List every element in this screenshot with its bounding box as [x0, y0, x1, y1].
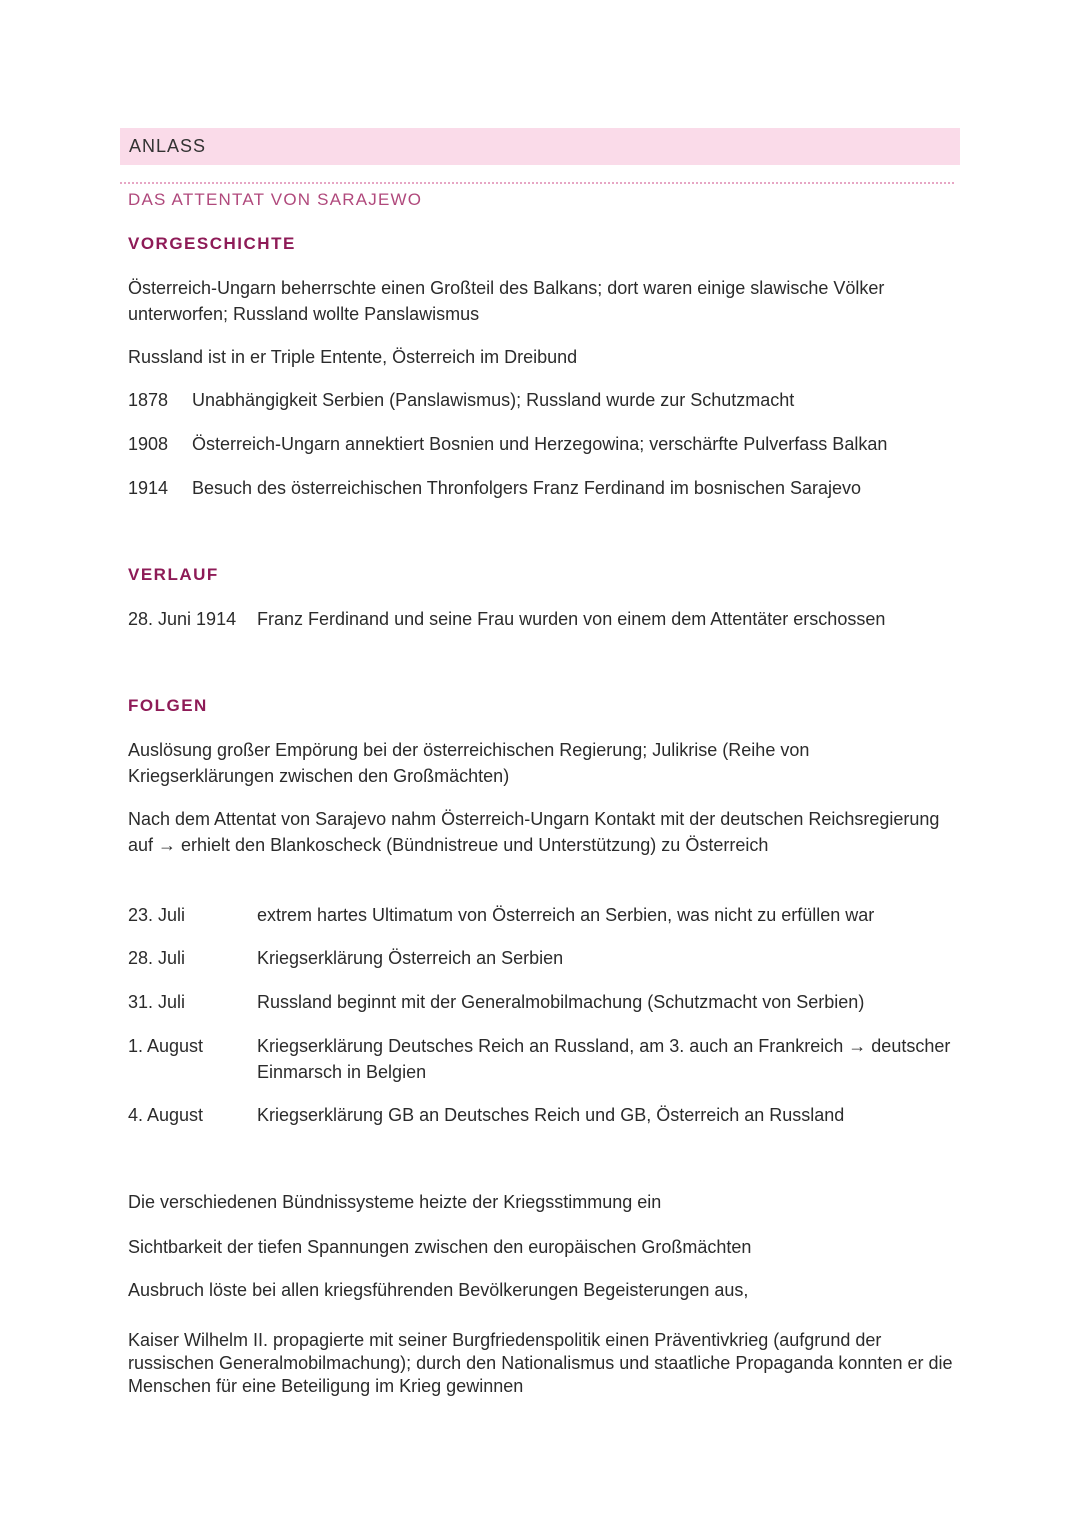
timeline-date: 1. August [128, 1036, 204, 1056]
timeline-text: Österreich-Ungarn annektiert Bosnien und Herzegowina; verschärfte Pulverfass Balkan [192, 434, 888, 454]
timeline-text: Kriegserklärung Deutsches Reich an Russland, am 3. auch an Frankreich → deutscher Einmarsch in Belgien [257, 1036, 951, 1082]
paragraph: Kaiser Wilhelm II. propagierte mit seiner Burgfriedenspolitik einen Präventivkrieg (aufgrund der russischen Generalmobilmachung); durch den Nationalismus und staatliche Propaganda konnten er die Menschen für eine Beteiligung im Krieg gewinnen [128, 1330, 953, 1396]
paragraph: Ausbruch löste bei allen kriegsführenden Bevölkerungen Begeisterungen aus, [128, 1280, 749, 1300]
timeline-year: 1878 [128, 390, 169, 410]
paragraph: Nach dem Attentat von Sarajevo nahm Österreich-Ungarn Kontakt mit der deutschen Reichsregierung auf → erhielt den Blankoscheck (Bündnistreue und Unterstützung) zu Österreich [128, 809, 940, 855]
timeline-text: Unabhängigkeit Serbien (Panslawismus); Russland wurde zur Schutzmacht [192, 390, 795, 410]
timeline-date: 31. Juli [128, 992, 186, 1012]
timeline-year: 1914 [128, 478, 169, 498]
paragraph: Sichtbarkeit der tiefen Spannungen zwischen den europäischen Großmächten [128, 1237, 752, 1257]
heading-vorgeschichte: VORGESCHICHTE [128, 234, 296, 253]
paragraph: Russland ist in er Triple Entente, Österreich im Dreibund [128, 347, 578, 367]
timeline-date: 23. Juli [128, 905, 186, 925]
timeline-text: extrem hartes Ultimatum von Österreich an Serbien, was nicht zu erfüllen war [257, 905, 875, 925]
paragraph: Die verschiedenen Bündnissysteme heizte der Kriegsstimmung ein [128, 1192, 662, 1212]
dotted-divider [120, 182, 954, 184]
timeline-text: Besuch des österreichischen Thronfolgers Franz Ferdinand im bosnischen Sarajevo [192, 478, 862, 498]
timeline-text: Kriegserklärung GB an Deutsches Reich und GB, Österreich an Russland [257, 1105, 845, 1125]
section-subtitle: DAS ATTENTAT VON SARAJEWO [128, 190, 423, 209]
timeline-date: 28. Juli [128, 948, 186, 968]
timeline-date: 4. August [128, 1105, 204, 1125]
timeline-year: 1908 [128, 434, 169, 454]
verlauf-date: 28. Juni 1914 [128, 609, 237, 629]
verlauf-text: Franz Ferdinand und seine Frau wurden von einem dem Attentäter erschossen [257, 609, 886, 629]
section-banner [120, 128, 960, 165]
paragraph: Auslösung großer Empörung bei der österreichischen Regierung; Julikrise (Reihe von Kriegserklärungen zwischen den Großmächten) [128, 740, 810, 786]
banner-title: ANLASS [129, 136, 207, 156]
heading-folgen: FOLGEN [128, 696, 208, 715]
heading-verlauf: VERLAUF [128, 565, 219, 584]
paragraph: Österreich-Ungarn beherrschte einen Großteil des Balkans; dort waren einige slawische Völker unterworfen; Russland wollte Panslawismus [128, 278, 885, 324]
timeline-text: Russland beginnt mit der Generalmobilmachung (Schutzmacht von Serbien) [257, 992, 865, 1012]
timeline-text: Kriegserklärung Österreich an Serbien [257, 948, 564, 968]
